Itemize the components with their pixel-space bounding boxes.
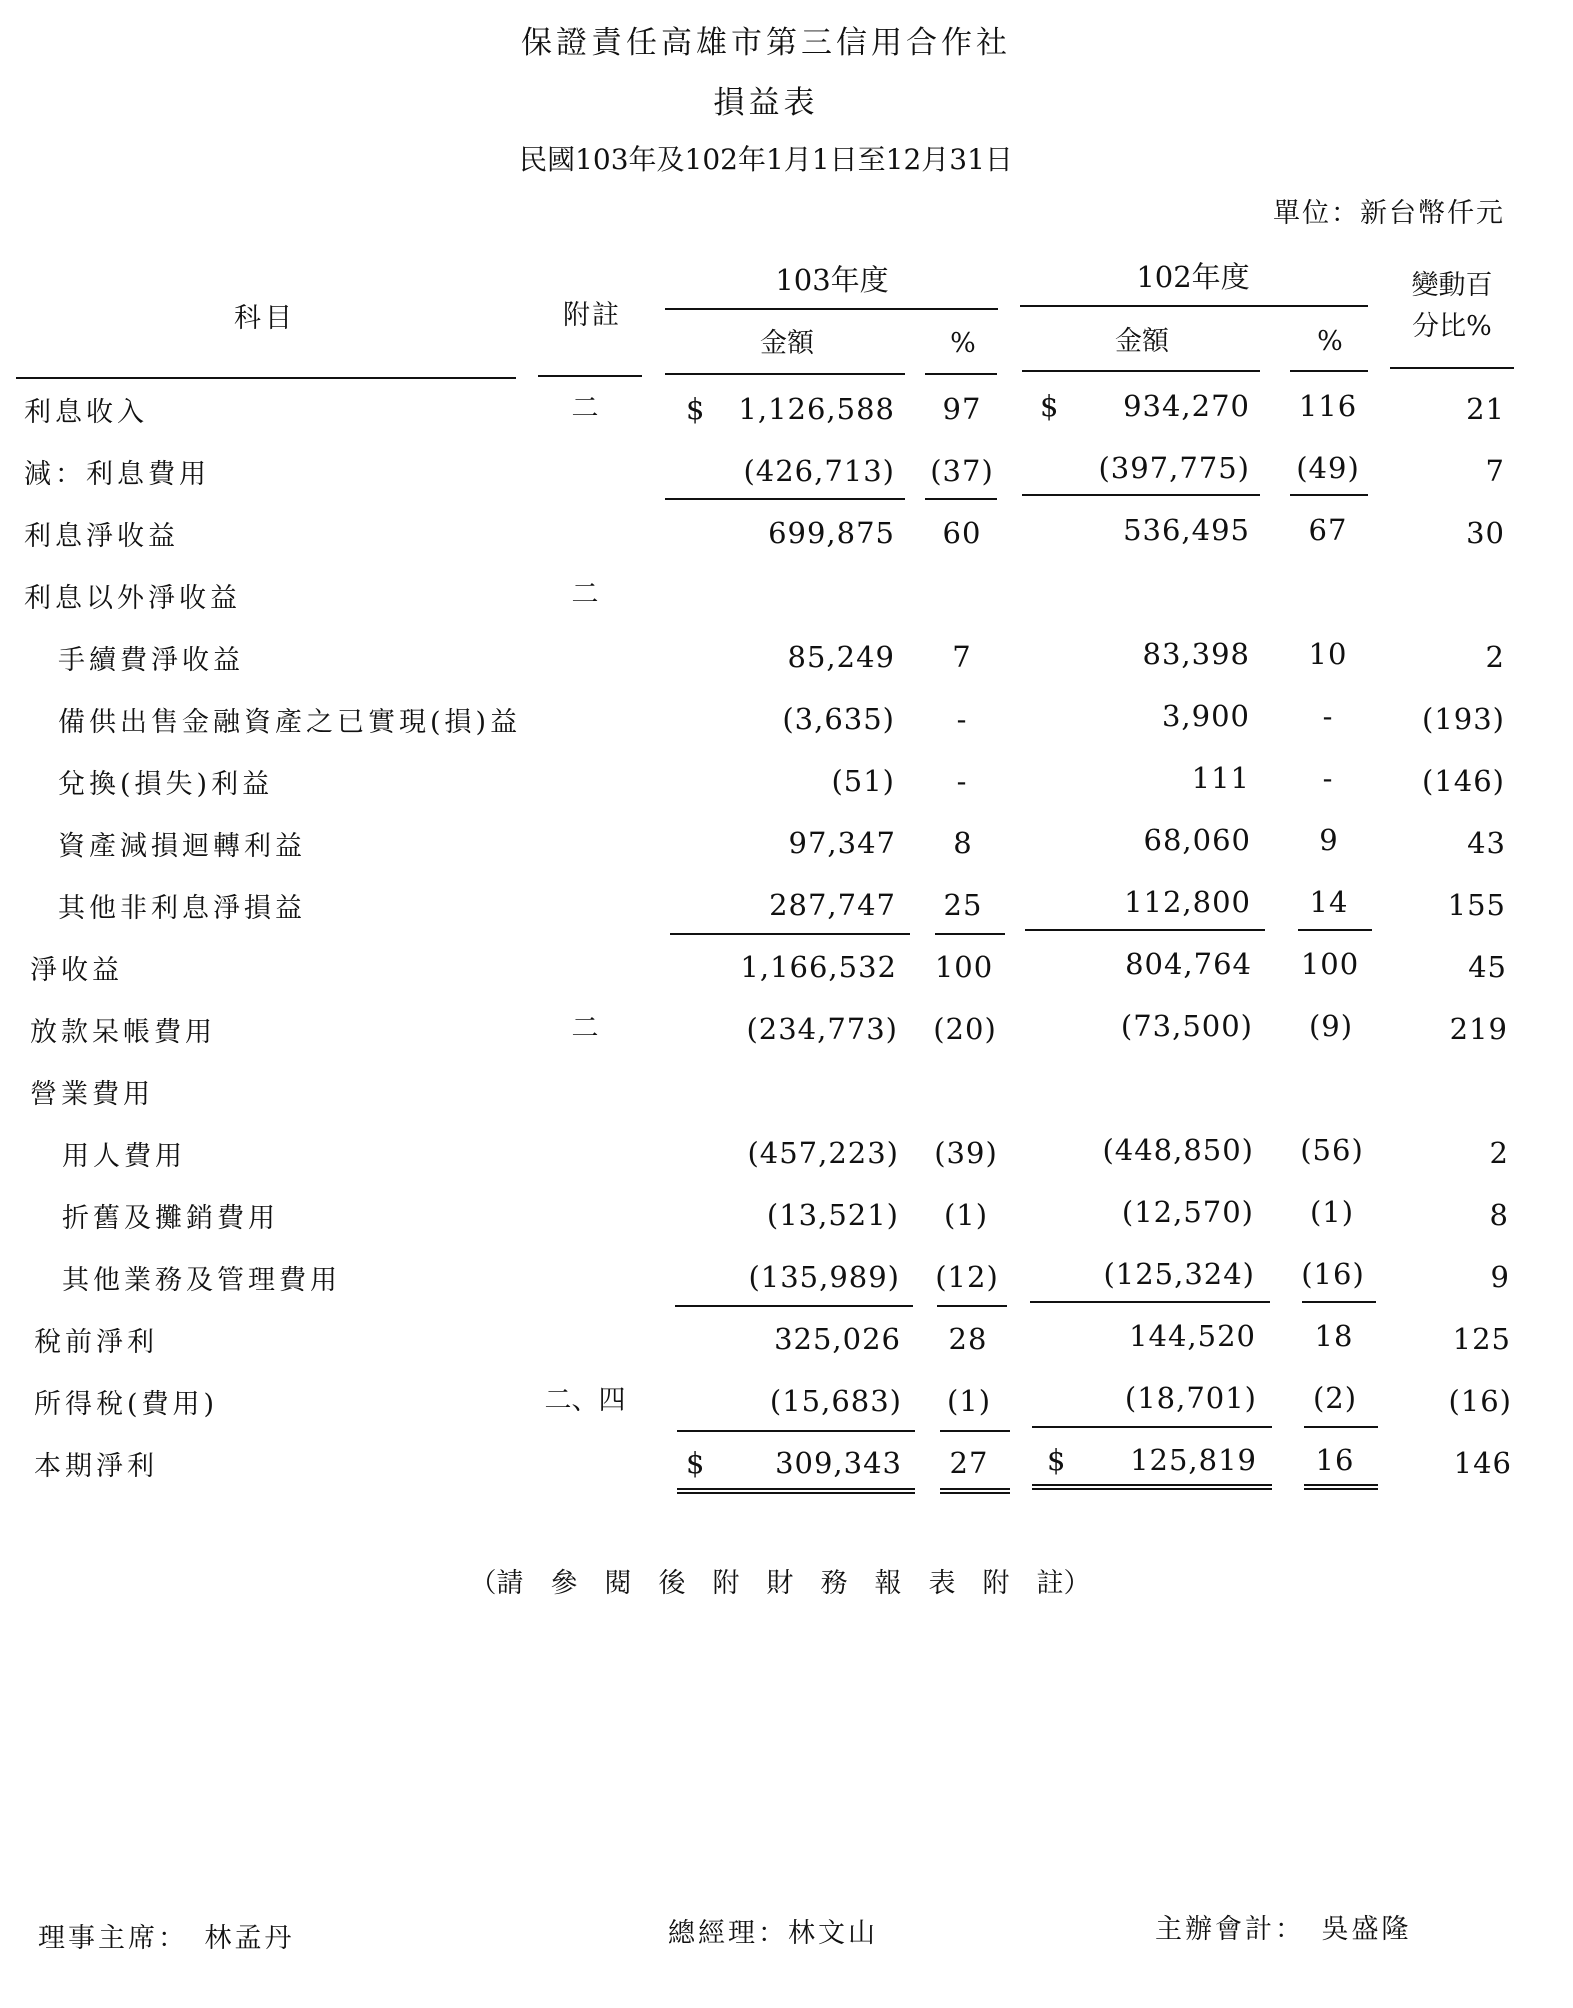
double-rule-net-income-pct-102 (1304, 1484, 1378, 1490)
rule-after-other-income-amount-102 (1025, 929, 1265, 931)
row-pct-103: 97 (942, 392, 982, 426)
company-name: 保證責任高雄市第三信用合作社 (521, 25, 1011, 61)
row-label: 利息以外淨收益 (24, 583, 241, 614)
row-amount-103: (426,713) (743, 454, 895, 488)
row-change-pct: (146) (1422, 764, 1505, 798)
rule-after-other-income-amount-103 (670, 933, 910, 935)
header-rule-pct-103 (925, 373, 997, 375)
row-amount-102: 934,270 (1123, 389, 1250, 423)
header-rule-note (538, 375, 642, 377)
rule-after-tax-amount-102 (1032, 1426, 1272, 1428)
row-pct-103: (1) (943, 1198, 989, 1232)
row-note: 二 (571, 1013, 599, 1044)
row-label: 利息收入 (24, 397, 148, 428)
row-change-pct: 219 (1449, 1012, 1508, 1046)
row-amount-102: 125,819 (1130, 1443, 1257, 1477)
column-amount-102: 金額 (1115, 326, 1169, 357)
row-pct-103: 25 (943, 888, 983, 922)
row-change-pct: 45 (1468, 950, 1507, 984)
row-amount-102: (73,500) (1120, 1009, 1253, 1043)
currency-unit: 單位：新台幣仟元 (1273, 198, 1505, 229)
row-label: 稅前淨利 (34, 1327, 158, 1358)
row-change-pct: 2 (1485, 640, 1505, 674)
column-year-103: 103年度 (775, 263, 889, 297)
row-amount-102: (397,775) (1098, 451, 1250, 485)
row-change-pct: 146 (1453, 1446, 1512, 1480)
column-year-102: 102年度 (1136, 260, 1250, 294)
row-amount-103: (457,223) (747, 1136, 899, 1170)
row-pct-103: (37) (930, 454, 994, 488)
row-pct-103: (20) (933, 1012, 997, 1046)
row-label: 資產減損迴轉利益 (58, 831, 306, 862)
rule-after-opex-pct-102 (1302, 1301, 1376, 1303)
row-pct-102: 10 (1308, 637, 1348, 671)
row-amount-103: (3,635) (782, 702, 895, 736)
rule-after-interest-expense-pct-103 (925, 498, 997, 500)
row-pct-103: 8 (953, 826, 973, 860)
row-change-pct: (16) (1448, 1384, 1512, 1418)
row-change-pct: 43 (1467, 826, 1506, 860)
row-amount-102: 68,060 (1143, 823, 1251, 857)
rule-after-tax-pct-103 (940, 1430, 1010, 1432)
statement-title: 損益表 (713, 85, 819, 121)
column-pct-103: % (950, 328, 976, 359)
row-label: 兌換(損失)利益 (58, 769, 274, 800)
column-note-header: 附註 (563, 300, 621, 331)
row-currency-102: $ (1040, 389, 1060, 423)
row-pct-102: 100 (1300, 947, 1360, 981)
row-amount-103: (13,521) (766, 1198, 899, 1232)
row-change-pct: 30 (1466, 516, 1505, 550)
row-amount-103: 1,126,588 (738, 392, 895, 426)
row-pct-103: (12) (935, 1260, 999, 1294)
row-note: 二 (571, 579, 599, 610)
row-pct-103: 7 (952, 640, 972, 674)
row-pct-102: (1) (1309, 1195, 1355, 1229)
row-label: 放款呆帳費用 (30, 1017, 216, 1048)
rule-after-opex-amount-102 (1030, 1301, 1270, 1303)
row-change-pct: 125 (1452, 1322, 1511, 1356)
row-amount-102: 144,520 (1129, 1319, 1256, 1353)
header-rule-change (1390, 367, 1514, 369)
row-pct-102: - (1322, 699, 1334, 733)
rule-after-opex-pct-103 (937, 1305, 1007, 1307)
row-amount-102: 3,900 (1161, 699, 1250, 733)
footnote: （請 參 閱 後 附 財 務 報 表 附 註） (469, 1568, 1091, 1599)
row-change-pct: 8 (1489, 1198, 1509, 1232)
row-note: 二、四 (544, 1385, 626, 1416)
double-rule-net-income-amount-103 (677, 1488, 915, 1494)
row-label: 用人費用 (62, 1141, 186, 1172)
row-amount-102: 83,398 (1142, 637, 1250, 671)
rule-after-interest-expense-amount-102 (1022, 494, 1260, 496)
row-pct-103: (1) (946, 1384, 992, 1418)
row-pct-102: 14 (1309, 885, 1349, 919)
row-amount-102: (125,324) (1103, 1257, 1255, 1291)
rule-after-interest-expense-amount-103 (665, 498, 905, 500)
row-pct-102: - (1322, 761, 1334, 795)
rule-after-interest-expense-pct-102 (1290, 494, 1368, 496)
year-102-rule (1020, 305, 1368, 307)
statement-period: 民國103年及102年1月1日至12月31日 (519, 143, 1013, 176)
year-103-rule (665, 308, 998, 310)
row-pct-102: (9) (1308, 1009, 1354, 1043)
column-item-header: 科目 (234, 303, 296, 334)
row-label: 利息淨收益 (24, 521, 179, 552)
signature-chairman: 理事主席： 林孟丹 (38, 1923, 295, 1954)
rule-after-other-income-pct-102 (1298, 929, 1372, 931)
row-label: 備供出售金融資產之已實現(損)益 (58, 707, 522, 738)
row-amount-103: (15,683) (769, 1384, 902, 1418)
row-pct-103: 100 (934, 950, 994, 984)
row-note: 二 (571, 393, 599, 424)
header-rule-item (16, 377, 516, 379)
row-pct-102: (2) (1312, 1381, 1358, 1415)
row-amount-103: (51) (831, 764, 895, 798)
header-rule-amount-103 (665, 373, 905, 375)
row-change-pct: 155 (1447, 888, 1506, 922)
double-rule-net-income-amount-102 (1032, 1484, 1272, 1490)
signature-chief-accountant: 主辦會計： 吳盛隆 (1155, 1914, 1412, 1945)
row-pct-103: - (956, 702, 968, 736)
signature-general-manager: 總經理：林文山 (668, 1918, 878, 1949)
row-label: 折舊及攤銷費用 (62, 1203, 279, 1234)
row-pct-102: (16) (1301, 1257, 1365, 1291)
rule-after-other-income-pct-103 (935, 933, 1005, 935)
row-pct-103: - (956, 764, 968, 798)
column-amount-103: 金額 (760, 328, 814, 359)
row-pct-102: (56) (1300, 1133, 1364, 1167)
rule-after-tax-pct-102 (1304, 1426, 1378, 1428)
row-change-pct: 2 (1489, 1136, 1509, 1170)
row-amount-103: 85,249 (787, 640, 895, 674)
row-pct-102: 9 (1319, 823, 1339, 857)
row-label: 減：利息費用 (24, 459, 210, 490)
row-label: 其他非利息淨損益 (58, 893, 306, 924)
double-rule-net-income-pct-103 (940, 1488, 1010, 1494)
row-amount-103: 699,875 (768, 516, 895, 550)
row-change-pct: (193) (1422, 702, 1505, 736)
row-change-pct: 21 (1466, 392, 1505, 426)
row-amount-102: 536,495 (1123, 513, 1250, 547)
row-amount-103: 325,026 (774, 1322, 901, 1356)
row-label: 所得稅(費用) (34, 1389, 219, 1420)
row-amount-102: 112,800 (1124, 885, 1251, 919)
row-pct-102: 16 (1315, 1443, 1355, 1477)
rule-after-tax-amount-103 (677, 1430, 915, 1432)
row-amount-102: (18,701) (1124, 1381, 1257, 1415)
row-pct-103: (39) (934, 1136, 998, 1170)
row-amount-103: 309,343 (775, 1446, 902, 1480)
row-amount-103: (234,773) (746, 1012, 898, 1046)
row-label: 淨收益 (30, 955, 123, 986)
row-label: 本期淨利 (34, 1451, 158, 1482)
row-amount-103: 287,747 (769, 888, 896, 922)
row-label: 營業費用 (30, 1079, 154, 1110)
row-pct-103: 27 (949, 1446, 989, 1480)
row-pct-103: 28 (948, 1322, 988, 1356)
row-amount-102: (448,850) (1102, 1133, 1254, 1167)
row-pct-102: 116 (1298, 389, 1358, 423)
row-currency-103: $ (686, 1446, 706, 1480)
header-rule-pct-102 (1290, 370, 1368, 372)
row-currency-102: $ (1047, 1443, 1067, 1477)
column-change-header-line1: 變動百 (1411, 270, 1493, 301)
row-pct-102: (49) (1296, 451, 1360, 485)
row-pct-103: 60 (942, 516, 982, 550)
row-label: 手續費淨收益 (58, 645, 244, 676)
row-currency-103: $ (686, 392, 706, 426)
column-pct-102: % (1317, 326, 1343, 357)
row-change-pct: 7 (1485, 454, 1505, 488)
rule-after-opex-amount-103 (675, 1305, 913, 1307)
row-label: 其他業務及管理費用 (62, 1265, 341, 1296)
row-amount-103: 1,166,532 (740, 950, 897, 984)
row-amount-103: (135,989) (748, 1260, 900, 1294)
row-pct-102: 18 (1314, 1319, 1354, 1353)
row-amount-102: (12,570) (1121, 1195, 1254, 1229)
row-amount-102: 111 (1191, 761, 1250, 795)
row-change-pct: 9 (1490, 1260, 1510, 1294)
row-pct-102: 67 (1308, 513, 1348, 547)
row-amount-103: 97,347 (788, 826, 896, 860)
header-rule-amount-102 (1022, 370, 1260, 372)
column-change-header-line2: 分比% (1412, 311, 1492, 342)
row-amount-102: 804,764 (1125, 947, 1252, 981)
